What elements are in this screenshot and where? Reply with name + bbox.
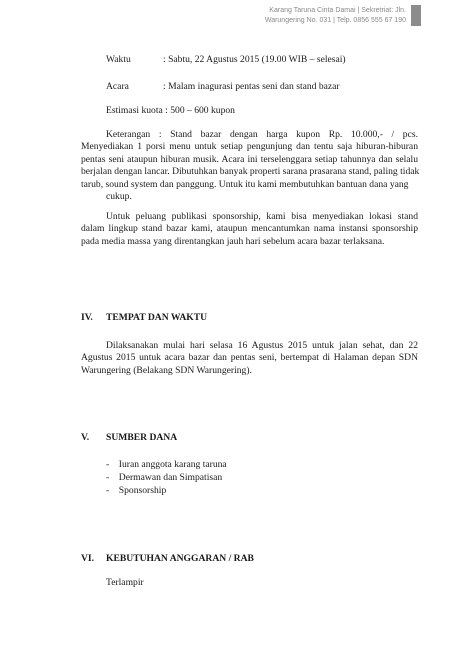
section-4-title: TEMPAT DAN WAKTU	[106, 312, 208, 323]
header-logo-block	[411, 5, 421, 26]
estimasi-kuota: Estimasi kuota : 500 – 600 kupon	[106, 105, 235, 116]
waktu-label: Waktu	[106, 54, 131, 65]
funding-item-label: Dermawan dan Simpatisan	[118, 472, 223, 483]
sponsorship-paragraph	[81, 211, 418, 248]
section-4-line: Agustus 2015 untuk acara bazar dan pentas seni, bertempat di Halaman depan SDN	[81, 352, 418, 364]
section-6-number: VI.	[81, 553, 95, 564]
sponsorship-line: Untuk peluang publikasi sponsorship, kami bisa menyediakan lokasi stand	[106, 211, 418, 222]
section-6-title: KEBUTUHAN ANGGARAN / RAB	[106, 553, 254, 564]
keterangan-line: tarub, sound system dan panggung. Untuk itu kami membutuhkan bantuan dana yang	[81, 178, 409, 190]
acara-value: : Malam inagurasi pentas seni dan stand bazar	[163, 81, 340, 92]
keterangan-line: pentas seni ataupun hiburan musik. Acara ini terselenggara setiap tahunnya dan selalu	[81, 153, 418, 165]
section-4-number: IV.	[81, 312, 93, 323]
acara-label: Acara	[106, 81, 129, 92]
section-4-paragraph	[81, 340, 418, 377]
funding-item-label: Iuran anggota karang taruna	[118, 459, 227, 470]
funding-item-label: Sponsorship	[118, 485, 167, 496]
section-4-line: Warungering (Belakang SDN Warungering).	[81, 364, 252, 376]
funding-list-item: - Sponsorship	[106, 485, 167, 496]
keterangan-line: Menyediakan 1 porsi menu untuk setiap pengunjung dan tentu saja hiburan-hiburan	[81, 141, 418, 153]
funding-list-item: - Dermawan dan Simpatisan	[106, 472, 223, 483]
section-5-number: V.	[81, 432, 90, 443]
page-header	[265, 6, 406, 26]
waktu-value: : Sabtu, 22 Agustus 2015 (19.00 WIB – selesai)	[163, 54, 346, 65]
keterangan-line: Keterangan : Stand bazar dengan harga kupon Rp. 10.000,- / pcs.	[106, 129, 418, 140]
keterangan-line: berjalan dengan lancar. Dibutuhkan banyak properti sarana prasarana stand, paling tidak	[81, 166, 420, 178]
sponsorship-line: dalam lingkup stand bazar kami, ataupun mencantumkan nama instansi sponsorship	[81, 223, 418, 235]
sponsorship-line: pada media massa yang direntangkan jauh hari sebelum acara bazar terlaksana.	[81, 235, 385, 247]
section-4-line: Dilaksanakan mulai hari selasa 16 Agustus 2015 untuk jalan sehat, dan 22	[106, 340, 418, 351]
header-line-1: Karang Taruna Cinta Damai | Sekretriat: Jln.	[269, 7, 406, 14]
section-6-body: Terlampir	[106, 577, 144, 588]
keterangan-line: cukup.	[106, 191, 132, 203]
funding-list-item: - Iuran anggota karang taruna	[106, 459, 227, 470]
section-5-title: SUMBER DANA	[106, 432, 178, 443]
keterangan-paragraph	[81, 129, 420, 203]
header-line-2: Warungering No. 031 | Telp. 0856 555 67 190	[264, 17, 406, 24]
